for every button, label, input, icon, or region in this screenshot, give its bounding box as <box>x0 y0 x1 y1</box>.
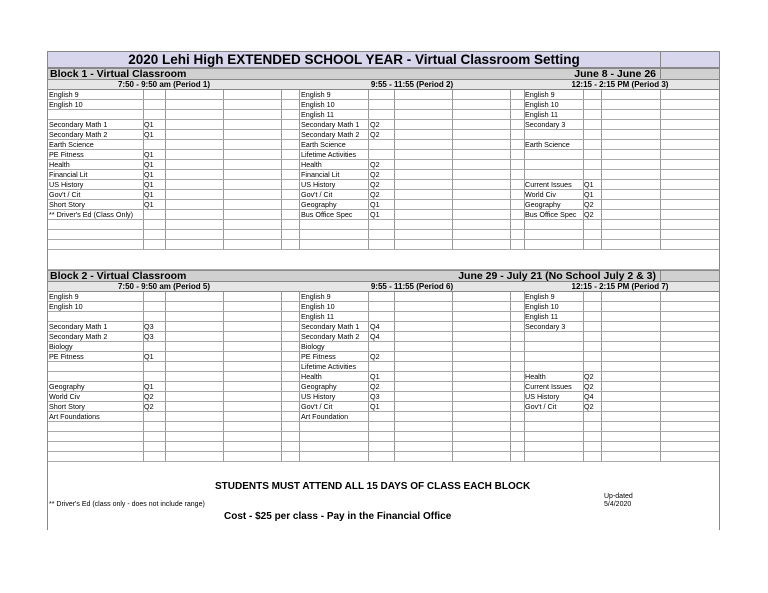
quarter-code: Q2 <box>370 352 380 361</box>
quarter-code: Q1 <box>370 210 380 219</box>
table-row <box>48 240 719 250</box>
course-name: Secondary Math 2 <box>301 130 360 139</box>
quarter-code: Q2 <box>370 170 380 179</box>
block1-period-3: 12:15 - 2:15 PM (Period 3) <box>571 80 669 89</box>
spacer-row <box>47 250 720 270</box>
block1-header <box>47 68 720 80</box>
table-row <box>48 372 719 382</box>
quarter-code: Q1 <box>144 190 154 199</box>
table-row <box>48 170 719 180</box>
cost-note: Cost - $25 per class - Pay in the Financial Office <box>224 511 452 522</box>
course-name: Gov't / Cit <box>49 190 81 199</box>
course-name: Financial Lit <box>49 170 88 179</box>
course-name: Bus Office Spec <box>301 210 353 219</box>
block2-period-5: 7:50 - 9:50 am (Period 5) <box>117 282 211 291</box>
course-name: Lifetime Activities <box>301 150 357 159</box>
table-row <box>48 352 719 362</box>
quarter-code: Q3 <box>144 332 154 341</box>
course-name: Bus Office Spec <box>525 210 577 219</box>
quarter-code: Q4 <box>584 392 594 401</box>
course-name: Secondary Math 1 <box>49 322 108 331</box>
table-row <box>48 442 719 452</box>
table-row <box>48 422 719 432</box>
quarter-code: Q2 <box>370 190 380 199</box>
course-name: Geography <box>301 382 337 391</box>
block2-period-6: 9:55 - 11:55 (Period 6) <box>370 282 454 291</box>
course-name: Secondary Math 1 <box>301 322 360 331</box>
course-name: PE Fitness <box>49 150 84 159</box>
course-name: English 11 <box>301 110 335 119</box>
quarter-code: Q1 <box>144 150 154 159</box>
course-name: Secondary Math 2 <box>301 332 360 341</box>
table-row <box>48 160 719 170</box>
table-row <box>48 210 719 220</box>
block2-header-divider <box>660 271 661 281</box>
course-name: Gov't / Cit <box>301 402 333 411</box>
course-name: Biology <box>301 342 325 351</box>
quarter-code: Q1 <box>144 200 154 209</box>
table-row <box>48 220 719 230</box>
course-name: US History <box>525 392 560 401</box>
quarter-code: Q1 <box>144 170 154 179</box>
course-name: Art Foundations <box>49 412 100 421</box>
quarter-code: Q2 <box>584 402 594 411</box>
table-row <box>48 412 719 422</box>
table-row <box>48 402 719 412</box>
quarter-code: Q2 <box>370 120 380 129</box>
table-row <box>48 432 719 442</box>
course-name: US History <box>49 180 84 189</box>
course-name: English 11 <box>525 312 559 321</box>
course-name: World Civ <box>525 190 557 199</box>
course-name: English 11 <box>525 110 559 119</box>
quarter-code: Q2 <box>370 382 380 391</box>
course-name: Health <box>301 160 322 169</box>
course-name: English 10 <box>49 100 83 109</box>
table-row <box>48 140 719 150</box>
course-name: US History <box>301 180 336 189</box>
course-name: Financial Lit <box>301 170 340 179</box>
course-name: ** Driver's Ed (Class Only) <box>49 210 134 219</box>
quarter-code: Q1 <box>584 190 594 199</box>
table-row <box>48 190 719 200</box>
quarter-code: Q1 <box>370 372 380 381</box>
page-title: 2020 Lehi High EXTENDED SCHOOL YEAR - Virtual Classroom Setting <box>128 52 580 67</box>
updated-label: Up-dated <box>604 493 633 500</box>
table-row <box>48 292 719 302</box>
course-name: English 9 <box>301 292 331 301</box>
quarter-code: Q2 <box>584 200 594 209</box>
drivers-ed-note: ** Driver's Ed (class only - does not include range) <box>49 501 205 508</box>
quarter-code: Q2 <box>584 372 594 381</box>
course-name: English 9 <box>49 90 79 99</box>
quarter-code: Q1 <box>144 382 154 391</box>
block2-period-7: 12:15 - 2:15 PM (Period 7) <box>571 282 669 291</box>
course-name: English 10 <box>301 302 335 311</box>
quarter-code: Q2 <box>370 160 380 169</box>
block2-period-header <box>47 282 720 292</box>
block1-dates: June 8 - June 26 <box>574 68 656 80</box>
course-name: Lifetime Activities <box>301 362 357 371</box>
table-row <box>48 452 719 462</box>
table-row <box>48 322 719 332</box>
table-row <box>48 332 719 342</box>
table-row <box>48 312 719 322</box>
quarter-code: Q1 <box>370 402 380 411</box>
block1-period-2: 9:55 - 11:55 (Period 2) <box>370 80 454 89</box>
table-row <box>48 100 719 110</box>
course-name: Geography <box>49 382 85 391</box>
course-name: English 9 <box>301 90 331 99</box>
block2-grid <box>47 292 720 462</box>
quarter-code: Q2 <box>144 402 154 411</box>
course-name: Short Story <box>49 402 85 411</box>
course-name: English 10 <box>49 302 83 311</box>
course-name: English 10 <box>525 100 559 109</box>
table-row <box>48 180 719 190</box>
course-name: Earth Science <box>525 140 570 149</box>
block2-label: Block 2 - Virtual Classroom <box>50 270 187 282</box>
course-name: World Civ <box>49 392 81 401</box>
course-name: Short Story <box>49 200 85 209</box>
course-name: Secondary Math 1 <box>49 120 108 129</box>
course-name: Secondary 3 <box>525 322 566 331</box>
course-name: Current Issues <box>525 382 572 391</box>
table-row <box>48 342 719 352</box>
table-row <box>48 130 719 140</box>
course-name: Current Issues <box>525 180 572 189</box>
quarter-code: Q1 <box>144 120 154 129</box>
table-row <box>48 302 719 312</box>
course-name: Earth Science <box>49 140 94 149</box>
quarter-code: Q1 <box>144 352 154 361</box>
course-name: Secondary 3 <box>525 120 566 129</box>
quarter-code: Q1 <box>144 130 154 139</box>
quarter-code: Q1 <box>584 180 594 189</box>
quarter-code: Q3 <box>370 392 380 401</box>
quarter-code: Q4 <box>370 322 380 331</box>
table-row <box>48 150 719 160</box>
course-name: English 11 <box>301 312 335 321</box>
course-name: English 9 <box>49 292 79 301</box>
attendance-note: STUDENTS MUST ATTEND ALL 15 DAYS OF CLASS EACH BLOCK <box>215 481 531 492</box>
quarter-code: Q1 <box>144 180 154 189</box>
course-name: Secondary Math 2 <box>49 332 108 341</box>
block1-header-divider <box>660 69 661 79</box>
table-row <box>48 382 719 392</box>
course-name: Gov't / Cit <box>525 402 557 411</box>
quarter-code: Q1 <box>370 200 380 209</box>
course-name: Biology <box>49 342 73 351</box>
quarter-code: Q2 <box>370 180 380 189</box>
block1-period-header <box>47 80 720 90</box>
title-divider <box>660 52 661 67</box>
course-name: English 9 <box>525 292 555 301</box>
course-name: Geography <box>525 200 561 209</box>
course-name: English 10 <box>301 100 335 109</box>
quarter-code: Q4 <box>370 332 380 341</box>
course-name: Health <box>301 372 322 381</box>
block1-label: Block 1 - Virtual Classroom <box>50 68 187 80</box>
course-name: PE Fitness <box>301 352 336 361</box>
course-name: Secondary Math 2 <box>49 130 108 139</box>
block1-period-1: 7:50 - 9:50 am (Period 1) <box>117 80 211 89</box>
table-row <box>48 120 719 130</box>
table-row <box>48 90 719 100</box>
table-row <box>48 362 719 372</box>
course-name: Art Foundation <box>301 412 349 421</box>
quarter-code: Q2 <box>584 210 594 219</box>
course-name: US History <box>301 392 336 401</box>
course-name: Earth Science <box>301 140 346 149</box>
quarter-code: Q2 <box>370 130 380 139</box>
course-name: Health <box>525 372 546 381</box>
course-name: PE Fitness <box>49 352 84 361</box>
table-row <box>48 200 719 210</box>
updated-date: 5/4/2020 <box>604 501 632 508</box>
block1-grid <box>47 90 720 250</box>
course-name: Secondary Math 1 <box>301 120 360 129</box>
table-row <box>48 110 719 120</box>
course-name: Gov't / Cit <box>301 190 333 199</box>
course-name: Geography <box>301 200 337 209</box>
course-name: Health <box>49 160 70 169</box>
block2-dates: June 29 - July 21 (No School July 2 & 3) <box>458 270 656 282</box>
course-name: English 9 <box>525 90 555 99</box>
quarter-code: Q1 <box>144 160 154 169</box>
table-row <box>48 392 719 402</box>
quarter-code: Q2 <box>144 392 154 401</box>
title-row <box>47 51 720 68</box>
table-row <box>48 230 719 240</box>
block2-header <box>47 270 720 282</box>
course-name: English 10 <box>525 302 559 311</box>
quarter-code: Q3 <box>144 322 154 331</box>
quarter-code: Q2 <box>584 382 594 391</box>
